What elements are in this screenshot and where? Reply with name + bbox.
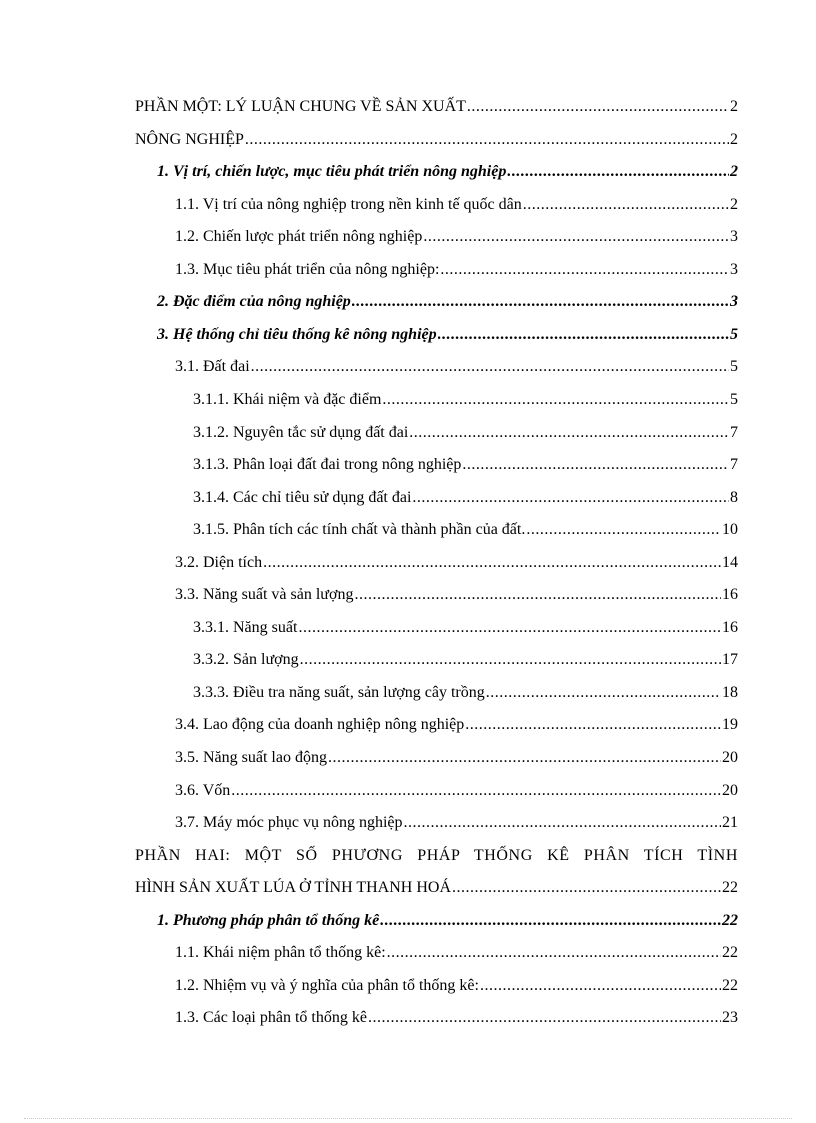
- toc-page-number: 5: [730, 390, 738, 408]
- toc-entry-title: 3.3. Năng suất và sản lượng: [175, 586, 354, 604]
- toc-entry-title: 2. Đặc điểm của nông nghiệp: [157, 293, 351, 311]
- toc-entry[interactable]: [193, 422, 738, 444]
- toc-page-number: 10: [722, 521, 738, 539]
- toc-entry-title: 3.6. Vốn: [175, 781, 231, 799]
- toc-entry[interactable]: [157, 324, 738, 346]
- toc-entry[interactable]: [175, 356, 738, 378]
- toc-dot-leader: [251, 356, 729, 378]
- toc-entry[interactable]: [135, 129, 738, 151]
- toc-entry-title: 3.5. Năng suất lao động: [175, 749, 327, 766]
- toc-dot-leader: [354, 584, 721, 606]
- toc-page-number: 22: [722, 944, 738, 962]
- toc-entry[interactable]: [175, 584, 738, 606]
- toc-entry-title: 1.2. Nhiệm vụ và ý nghĩa của phân tổ thống kê:: [175, 976, 479, 994]
- toc-dot-leader: [328, 747, 721, 769]
- toc-dot-leader: [298, 617, 721, 639]
- toc-entry-title: 1. Vị trí, chiến lược, mục tiêu phát triển nông nghiệp: [157, 163, 507, 181]
- page-bottom-divider: [24, 1118, 792, 1119]
- toc-entry[interactable]: [157, 910, 738, 932]
- toc-dot-leader: [245, 129, 729, 151]
- toc-entry[interactable]: [193, 389, 738, 411]
- toc-dot-leader: [352, 291, 729, 313]
- toc-entry[interactable]: [193, 487, 738, 509]
- toc-page-number: 21: [722, 814, 738, 832]
- toc-entry[interactable]: [175, 552, 738, 574]
- toc-dot-leader: [412, 487, 729, 509]
- toc-page-number: 20: [722, 781, 738, 799]
- toc-entry[interactable]: [193, 519, 738, 541]
- toc-entry-title: 3.1. Đất đai: [175, 358, 250, 376]
- toc-entry[interactable]: [175, 194, 738, 216]
- toc-dot-leader: [382, 389, 729, 411]
- toc-page-number: 22: [722, 879, 738, 897]
- toc-page-number: 3: [730, 293, 738, 311]
- toc-entry-title: 3.3.1. Năng suất: [193, 618, 298, 636]
- toc-dot-leader: [423, 226, 729, 248]
- toc-page-number: 5: [730, 358, 738, 376]
- toc-entry-title: 3.3.3. Điều tra năng suất, sản lượng cây trồng: [193, 683, 485, 701]
- toc-dot-leader: [404, 812, 721, 834]
- toc-dot-leader: [368, 1007, 721, 1029]
- toc-dot-leader: [486, 682, 721, 704]
- toc-entry[interactable]: [175, 1007, 738, 1029]
- toc-page-number: 16: [722, 618, 738, 636]
- toc-page-number: 23: [722, 1009, 738, 1027]
- toc-entry-title: 3.1.5. Phân tích các tính chất và thành phần của đất.: [193, 521, 526, 539]
- toc-entry[interactable]: [135, 96, 738, 118]
- toc-entry[interactable]: [157, 291, 738, 313]
- toc-entry-title: 3.1.2. Nguyên tắc sử dụng đất đai: [193, 423, 409, 441]
- toc-entry-title: PHẦN HAI: MỘT SỐ PHƯƠNG PHÁP THỐNG KÊ PHÂN TÍCH TÌNH: [135, 846, 738, 864]
- toc-entry[interactable]: [175, 226, 738, 248]
- toc-entry-title: 3.7. Máy móc phục vụ nông nghiệp: [175, 814, 403, 832]
- toc-entry-title: 1. Phương pháp phân tổ thống kê: [157, 911, 380, 929]
- toc-dot-leader: [438, 324, 729, 346]
- toc-dot-leader: [231, 780, 721, 802]
- toc-entry[interactable]: [193, 649, 738, 671]
- toc-dot-leader: [380, 910, 721, 932]
- toc-entry[interactable]: [175, 812, 738, 834]
- toc-entry-title: 3.4. Lao động của doanh nghiệp nông nghiệp: [175, 716, 465, 734]
- toc-entry[interactable]: [135, 845, 738, 867]
- toc-page-number: 22: [722, 911, 738, 929]
- toc-page-number: 17: [722, 651, 738, 669]
- toc-entry-title: 3. Hệ thống chỉ tiêu thống kê nông nghiệp: [157, 325, 437, 343]
- toc-dot-leader: [462, 454, 729, 476]
- toc-page-number: 2: [730, 98, 738, 115]
- toc-entry-title: 1.3. Mục tiêu phát triển của nông nghiệp:: [175, 260, 440, 278]
- toc-dot-leader: [480, 975, 721, 997]
- toc-dot-leader: [523, 194, 729, 216]
- toc-entry[interactable]: [175, 747, 738, 769]
- toc-entry-title: 3.1.3. Phân loại đất đai trong nông nghiệp: [193, 456, 462, 474]
- toc-page-number: 2: [730, 130, 738, 148]
- toc-dot-leader: [467, 96, 729, 118]
- toc-entry[interactable]: [175, 780, 738, 802]
- toc-entry-title: 3.1.4. Các chỉ tiêu sử dụng đất đai: [193, 488, 412, 506]
- toc-page-number: 3: [730, 260, 738, 278]
- toc-entry-title: 1.1. Khái niệm phân tổ thống kê:: [175, 944, 386, 962]
- toc-page-number: 2: [730, 195, 738, 213]
- toc-page-number: 18: [722, 683, 738, 701]
- toc-dot-leader: [452, 877, 721, 899]
- toc-dot-leader: [263, 552, 721, 574]
- toc-entry-title: 3.2. Diện tích: [175, 553, 263, 571]
- toc-entry-title: 1.3. Các loại phân tổ thống kê: [175, 1009, 367, 1027]
- toc-dot-leader: [409, 422, 729, 444]
- toc-dot-leader: [507, 161, 729, 183]
- toc-dot-leader: [465, 714, 721, 736]
- toc-entry[interactable]: [135, 877, 738, 899]
- toc-dot-leader: [526, 519, 721, 541]
- toc-page-number: 16: [722, 586, 738, 604]
- toc-entry-title: PHẦN MỘT: LÝ LUẬN CHUNG VỀ SẢN XUẤT: [135, 98, 466, 115]
- toc-page-number: 8: [730, 488, 738, 506]
- toc-page-number: 5: [730, 325, 738, 343]
- toc-entry[interactable]: [193, 617, 738, 639]
- toc-page-number: 22: [722, 976, 738, 994]
- toc-entry[interactable]: [175, 259, 738, 281]
- toc-entry-title: HÌNH SẢN XUẤT LÚA Ở TỈNH THANH HOÁ: [135, 879, 451, 897]
- toc-page-number: 7: [730, 423, 738, 441]
- toc-entry[interactable]: [175, 942, 738, 964]
- toc-entry-title: 1.1. Vị trí của nông nghiệp trong nền kinh tế quốc dân: [175, 195, 522, 213]
- toc-entry[interactable]: [193, 682, 738, 704]
- toc-entry[interactable]: [175, 714, 738, 736]
- toc-entry-title: 3.1.1. Khái niệm và đặc điểm: [193, 390, 382, 408]
- toc-page-number: 2: [730, 163, 738, 181]
- toc-page-number: 20: [722, 749, 738, 766]
- toc-page-number: 3: [730, 228, 738, 246]
- toc-entry[interactable]: [157, 161, 738, 183]
- toc-page-number: 7: [730, 456, 738, 474]
- toc-page-number: 14: [722, 553, 738, 571]
- toc-entry-title: NÔNG NGHIỆP: [135, 130, 244, 148]
- toc-dot-leader: [440, 259, 729, 281]
- toc-dot-leader: [300, 649, 721, 671]
- toc-entry-title: 3.3.2. Sản lượng: [193, 651, 299, 669]
- toc-dot-leader: [387, 942, 721, 964]
- toc-entry-title: 1.2. Chiến lược phát triển nông nghiệp: [175, 228, 423, 246]
- toc-entry[interactable]: [175, 975, 738, 997]
- toc-entry[interactable]: [193, 454, 738, 476]
- toc-page-number: 19: [722, 716, 738, 734]
